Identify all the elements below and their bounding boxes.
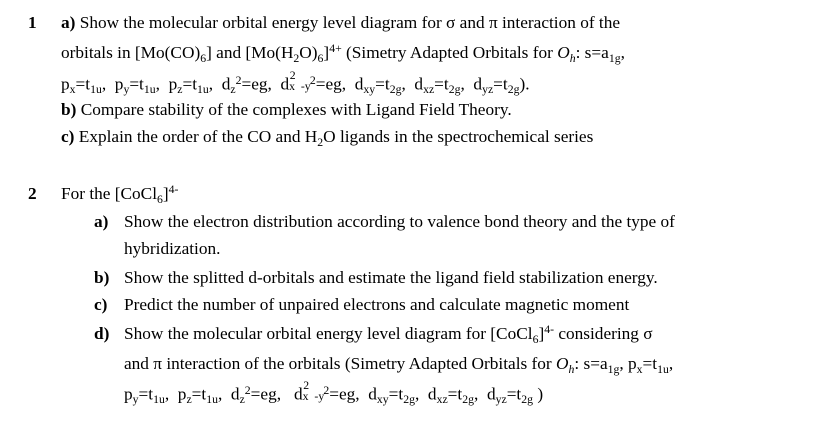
q1-a-label: a) (61, 13, 76, 32)
q1-c-label: c) (61, 127, 75, 146)
q2-a-text-1: Show the electron distribution according to valence bond theory and the type of (124, 212, 675, 231)
q1-a-line-2: orbitals in $[Mo(CO)_6]$ and $[Mo(H_2O)_6]^{4+}$ (Simetry Adapted Orbitals for $O_h$: $s=a_{1g}$, (61, 42, 625, 65)
q2-c-label: c) (94, 295, 108, 314)
q2-a-line-1 (94, 212, 108, 232)
q2-b-label: b) (94, 268, 110, 287)
q2-d-text-1: Show the molecular orbital energy level diagram for [CoCl$_6$]$^{4-}$ considering σ (124, 323, 653, 346)
q2-d-text-3: $p_y=t_{1u}$, $p_z=t_{1u}$, $d_z^2=eg$, d 2 x -y $^2$=eg, $d_{xy}=t_{2g}$, $d_{xz}=t_{2g}$, $d_{yz}=t_{2g}$ ) (124, 379, 544, 407)
q1-b-line (61, 100, 512, 120)
q1-a-line-3: $p_x=t_{1u}$, $p_y=t_{1u}$, $p_z=t_{1u}$, $d_z^2=eg$, d 2 x -y $^2$=eg, $d_{xy}=t_{2g}$, $d_{xz}=t_{2g}$, $d_{yz}=t_{2g}$). (61, 69, 530, 97)
question-1-number: 1 (28, 13, 37, 32)
q2-d-label: d) (94, 324, 110, 343)
q1-b-text: Compare stability of the complexes with Ligand Field Theory. (76, 100, 512, 119)
q1-a-text-1: Show the molecular orbital energy level diagram for σ and π interaction of the (75, 13, 621, 32)
q2-c-text: Predict the number of unpaired electrons and calculate magnetic moment (124, 295, 630, 314)
q2-intro-line: For the [CoCl$_6$]$^{4-}$ (61, 183, 179, 206)
q2-a-label: a) (94, 212, 109, 231)
q2-a-text-2: hybridization. (124, 239, 221, 258)
q1-c-line: c) Explain the order of the CO and $H_2O$ ligands in the spectrochemical series (61, 127, 594, 149)
q1-b-label: b) (61, 100, 77, 119)
q2-d-text-2: and π interaction of the orbitals (Simetry Adapted Orbitals for $O_h$: $s=a_{1g}$, $p_x=t_{1u}$, (124, 354, 674, 376)
q2-b-text: Show the splitted d-orbitals and estimate the ligand field stabilization energy. (124, 268, 658, 287)
question-2-number: 2 (28, 184, 37, 203)
q2-d-line (94, 324, 109, 344)
q1-a-line-1 (61, 13, 620, 33)
q2-b-line (94, 268, 109, 288)
q2-c-line (94, 295, 107, 315)
